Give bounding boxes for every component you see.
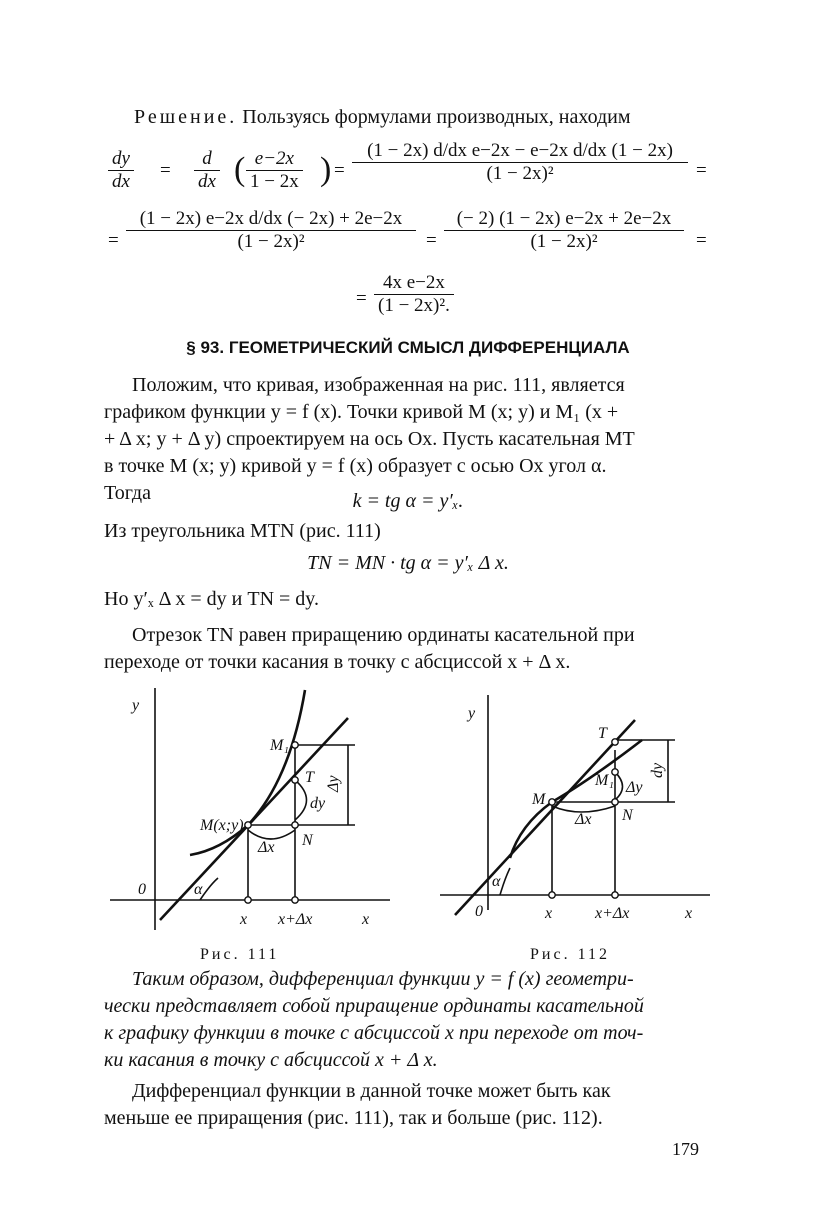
fraction-denominator: dx [112,171,130,192]
close-paren: ) [320,151,332,188]
paragraph-comparison [104,1078,720,1132]
point-x-dx [292,897,298,903]
text-line: Положим, что кривая, изображенная на рис. 111, является [132,374,625,396]
fraction-numerator: 4x e−2x [374,272,454,295]
fraction-numerator: (− 2) (1 − 2x) e−2x + 2e−2x [444,208,684,231]
derivative-operator [194,148,220,193]
point-x [245,897,251,903]
triangle-text: Из треугольника MTN (рис. 111) [104,520,381,542]
fraction-numerator: (1 − 2x) d/dx e−2x − e−2x d/dx (1 − 2x) [352,140,688,163]
text-line: меньше ее приращения (рис. 111), так и больше (рис. 112). [104,1107,603,1129]
text-line: Таким образом, дифференциал функции y = f (x) геометри- [132,968,634,990]
fig112-n-label: N [622,807,633,824]
fig112-alpha-label: α [492,873,501,890]
fig112-dy-label: dy [649,762,666,778]
fig112-t-label: T [598,725,607,742]
equation-tn: TN = MN · tg α = y′ₓ Δ x. [307,552,509,574]
fraction-denominator: (1 − 2x)² [530,231,598,252]
but-text: Но y′ₓ Δ x = dy и TN = dy. [104,588,319,610]
text-line: чески представляет собой приращение ординаты касательной [104,995,644,1017]
paragraph-definition [104,372,720,507]
point-m1 [292,742,298,748]
quotient-rule-fraction [352,140,688,185]
inner-fraction [246,148,303,193]
page-number: 179 [672,1139,699,1159]
text-line: к графику функции в точке с абсциссой x при переходе от точ- [104,1022,644,1044]
equals-sign: = [356,288,367,309]
equals-sign: = [108,230,119,251]
dy-dx-fraction [108,148,134,193]
step-fraction-b [444,208,684,253]
fraction-numerator: dy [108,148,134,171]
point-m [245,822,251,828]
fig111-origin-label: 0 [138,881,146,898]
point-n [292,822,298,828]
equals-sign: = [426,230,437,251]
text-line: в точке M (x; y) кривой y = f (x) образует с осью Ox угол α. [104,455,607,477]
fig112-y-label: y [468,705,476,722]
figure-112 [430,690,720,930]
fig111-m1-label: M₁ [270,737,289,754]
fig111-x-label: x [240,911,248,928]
fig111-x-axis-label: x [362,911,370,928]
fig111-delta-x-label: Δx [258,839,275,856]
figure-111 [100,680,400,940]
fig112-delta-x-label: Δx [575,811,592,828]
section-title: § 93. ГЕОМЕТРИЧЕСКИЙ СМЫСЛ ДИФФЕРЕНЦИАЛА [186,338,630,357]
fig111-x-dx-label: x+Δx [278,911,313,928]
fig111-dy-label: dy [310,795,326,812]
open-paren: ( [234,151,246,188]
caption-fig111: Рис. 111 [200,946,280,963]
fig111-delta-y-label: Δy [325,775,342,792]
formula-line-2 [108,208,718,270]
fig111-n-label: N [302,832,313,849]
equation-k: k = tg α = y′ₓ. [352,490,464,512]
angle-arc [500,868,510,895]
fig111-m-label: M(x;y) [200,817,244,834]
point-n [612,799,618,805]
fig112-delta-y-label: Δy [626,779,643,796]
fig111-y-label: y [132,697,140,714]
delta-y-brace [615,772,623,800]
dy-brace [295,780,307,820]
angle-arc [200,878,218,900]
fraction-denominator: 1 − 2x [250,171,299,192]
fraction-numerator: e−2x [246,148,303,171]
fig111-alpha-label: α [194,881,203,898]
point-x-dx [612,892,618,898]
paragraph-segment [104,622,720,676]
fraction-denominator: (1 − 2x)² [237,231,305,252]
fraction-denominator: dx [198,171,216,192]
fig112-x-label: x [545,905,553,922]
solution-label: Решение. [134,106,238,128]
fig111-t-label: T [305,769,314,786]
point-m [549,799,555,805]
step-fraction-a [126,208,416,253]
paragraph-conclusion [104,966,720,1074]
text-line: Отрезок TN равен приращению ординаты касательной при [132,624,635,646]
point-t [612,739,618,745]
fraction-denominator: (1 − 2x)² [486,163,554,184]
text-line: переходе от точки касания в точку с абсциссой x + Δ x. [104,651,571,673]
result-fraction [374,272,454,317]
caption-fig112: Рис. 112 [530,946,610,963]
text-line: Тогда [104,482,151,504]
fraction-numerator: (1 − 2x) e−2x d/dx (− 2x) + 2e−2x [126,208,416,231]
fig112-origin-label: 0 [475,903,483,920]
text-line: + Δ x; y + Δ y) спроектируем на ось Ox. Пусть касательная MT [104,428,635,450]
fig112-m1-label: M₁ [595,772,614,789]
fraction-denominator: (1 − 2x)². [378,295,450,316]
point-x [549,892,555,898]
fig112-x-axis-label: x [685,905,693,922]
equals-sign: = [696,160,707,181]
fig112-x-dx-label: x+Δx [595,905,630,922]
formula-line-3 [356,272,496,328]
equals-sign: = [696,230,707,251]
text-line: ки касания в точку с абсциссой x + Δ x. [104,1049,438,1071]
fig112-m-label: M [532,791,546,808]
text-line: графиком функции y = f (x). Точки кривой M (x; y) и M₁ (x + [104,401,619,423]
solution-line [134,104,631,130]
tangent-line [455,720,635,915]
equals-sign: = [160,160,171,181]
delta-x-brace [248,830,295,839]
fraction-numerator: d [194,148,220,171]
text-line: Дифференциал функции в данной точке может быть как [132,1080,611,1102]
equals-sign: = [334,160,345,181]
curve [510,740,642,858]
formula-line-1 [108,140,718,202]
point-t [292,777,298,783]
solution-text: Пользуясь формулами производных, находим [242,106,631,128]
